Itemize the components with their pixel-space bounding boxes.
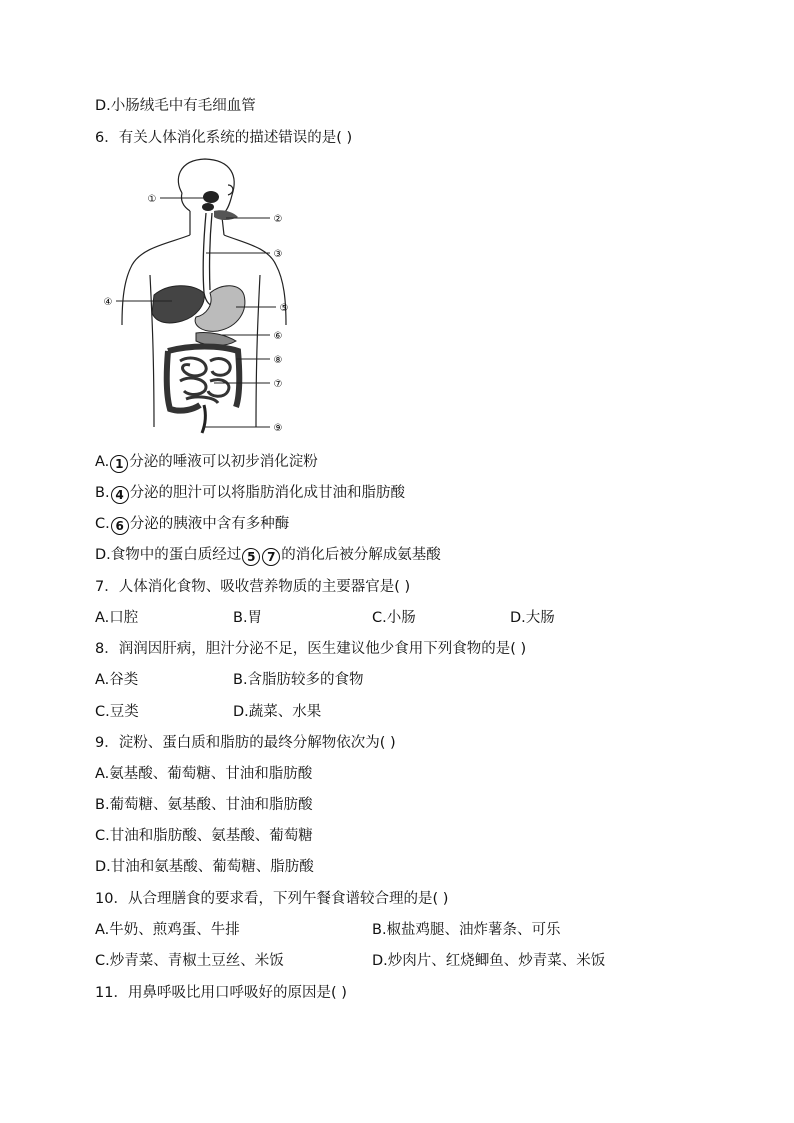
salivary-gland-shape [202, 191, 238, 220]
question-8-option-c: C.豆类 [95, 704, 139, 720]
circled-number: 6 [111, 517, 129, 535]
option-text: 分泌的胰液中含有多种酶 [129, 516, 290, 532]
question-6-stem: 6．有关人体消化系统的描述错误的是( ) [95, 130, 353, 146]
question-6-option-c [95, 514, 289, 535]
option-text: 分泌的胆汁可以将脂肪消化成甘油和脂肪酸 [129, 485, 406, 501]
label-3 [274, 249, 283, 260]
label-text-3: ③ [273, 249, 283, 260]
question-10-stem: 10．从合理膳食的要求看，下列午餐食谱较合理的是( ) [95, 891, 449, 907]
question-6-option-b [95, 483, 405, 504]
question-8-option-d: D.蔬菜、水果 [233, 704, 322, 720]
option-prefix: B. [95, 485, 110, 501]
question-8-option-a: A.谷类 [95, 672, 139, 688]
question-10-option-a: A.牛奶、煎鸡蛋、牛排 [95, 922, 240, 938]
question-10-option-d: D.炒肉片、红烧鲫鱼、炒青菜、米饭 [372, 953, 606, 969]
label-text-6: ⑥ [273, 331, 283, 342]
question-8-stem: 8．润润因肝病，胆汁分泌不足，医生建议他少食用下列食物的是( ) [95, 641, 527, 657]
option-prefix: D.食物中的蛋白质经过 [95, 547, 242, 563]
question-9-option-a: A.氨基酸、葡萄糖、甘油和脂肪酸 [95, 766, 313, 782]
small-intestine-shape [180, 358, 230, 403]
option-text: 的消化后被分解成氨基酸 [281, 547, 441, 563]
label-text-5: ⑤ [279, 303, 289, 314]
question-6-option-d [95, 545, 441, 566]
question-11-stem: 11．用鼻呼吸比用口呼吸好的原因是( ) [95, 985, 347, 1001]
digestive-system-figure [103, 155, 300, 440]
circled-number: 5 [242, 548, 260, 566]
label-1 [148, 194, 157, 205]
label-text-9: ⑨ [273, 423, 283, 434]
circled-number: 1 [110, 455, 128, 473]
question-7-option-c: C.小肠 [372, 610, 416, 626]
option-d-previous: D.小肠绒毛中有毛细血管 [95, 98, 256, 114]
label-text-7: ⑦ [273, 379, 283, 390]
option-prefix: A. [95, 454, 110, 470]
question-9-option-c: C.甘油和脂肪酸、氨基酸、葡萄糖 [95, 828, 313, 844]
circled-number: 4 [111, 486, 129, 504]
large-intestine-shape [167, 347, 240, 411]
digestive-system-diagram [103, 155, 300, 440]
label-text-1: ① [147, 194, 157, 205]
label-6 [274, 331, 283, 342]
option-text: 分泌的唾液可以初步消化淀粉 [129, 454, 318, 470]
question-10-option-b: B.椒盐鸡腿、油炸薯条、可乐 [372, 922, 561, 938]
label-text-2: ② [273, 214, 283, 225]
question-6-option-a [95, 452, 318, 473]
label-5 [280, 303, 289, 314]
question-10-option-c: C.炒青菜、青椒土豆丝、米饭 [95, 953, 284, 969]
question-9-option-d: D.甘油和氨基酸、葡萄糖、脂肪酸 [95, 859, 314, 875]
question-9-option-b: B.葡萄糖、氨基酸、甘油和脂肪酸 [95, 797, 313, 813]
label-8 [274, 355, 283, 366]
label-text-8: ⑧ [273, 355, 283, 366]
label-4 [104, 297, 113, 308]
label-2 [274, 214, 283, 225]
label-text-4: ④ [103, 297, 113, 308]
circled-number: 7 [262, 548, 280, 566]
question-7-option-a: A.口腔 [95, 610, 139, 626]
question-7-option-d: D.大肠 [510, 610, 555, 626]
question-8-option-b: B.含脂肪较多的食物 [233, 672, 364, 688]
question-7-stem: 7．人体消化食物、吸收营养物质的主要器官是( ) [95, 579, 411, 595]
label-7 [274, 379, 283, 390]
question-7-option-b: B.胃 [233, 610, 263, 626]
label-9 [274, 423, 283, 434]
question-9-stem: 9．淀粉、蛋白质和脂肪的最终分解物依次为( ) [95, 735, 396, 751]
option-prefix: C. [95, 516, 110, 532]
